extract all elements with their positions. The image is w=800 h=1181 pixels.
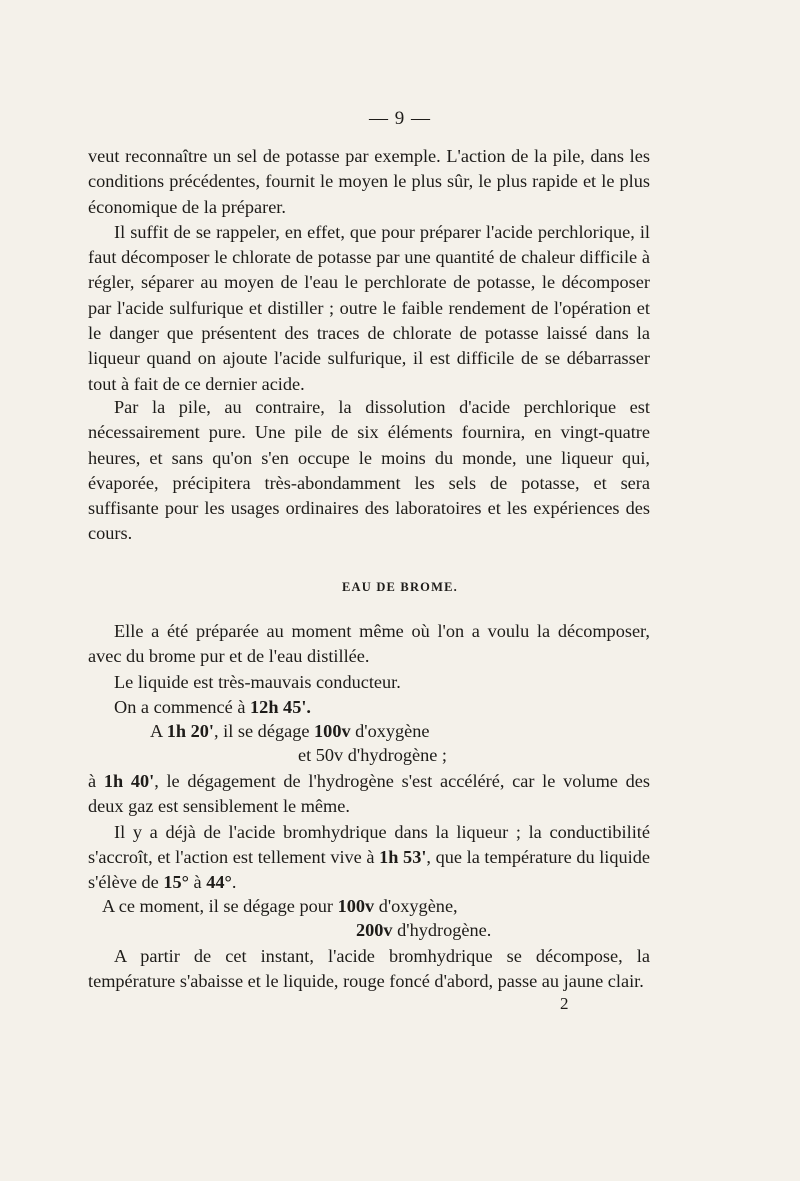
brome-l5-volume: 50v — [315, 745, 344, 765]
brome-p6-pre: à — [88, 771, 104, 791]
brome-l4-volume: 100v — [314, 721, 351, 741]
brome-l4-post: d'oxygène — [350, 721, 430, 741]
brome-paragraph-10: A partir de cet instant, l'acide bromhydrique se décompose, la température s'abaisse et le liquide, rouge foncé d'abord, passe au jaune clair. — [88, 946, 650, 992]
brome-l4-mid: , il se dégage — [214, 721, 315, 741]
section-heading: EAU DE BROME. — [342, 580, 458, 594]
brome-p7-a: à — [188, 872, 207, 893]
page-number: — 9 — — [369, 108, 431, 129]
text-block-brome-3 — [88, 944, 650, 995]
brome-p3-time: 12h 45'. — [250, 696, 311, 717]
brome-line-5 — [298, 745, 447, 766]
brome-line-8 — [102, 896, 458, 917]
brome-p7-temp-end: 44° — [206, 872, 232, 893]
text-block-top — [88, 144, 650, 397]
brome-p7-mid: , que la température du liquide s'élève de — [88, 846, 650, 893]
brome-l8-volume: 100v — [337, 896, 375, 916]
brome-p3-text: On a commencé à — [114, 696, 251, 717]
brome-p6-post: , le dégagement de l'hydrogène s'est accéléré, car le volume des deux gaz est sensiblement le même. — [88, 771, 650, 817]
signature-mark: 2 — [560, 994, 569, 1013]
brome-p7-pre: Il y a déjà de l'acide bromhydrique dans la liqueur ; la conductibilité s'accroît, et l'action est tellement vive à — [88, 821, 650, 867]
brome-l4-time: 1h 20' — [166, 721, 215, 741]
brome-paragraph-3 — [88, 695, 650, 720]
paragraph-2: Il suffit de se rappeler, en effet, que pour préparer l'acide perchlorique, il faut décomposer le chlorate de potasse par une quantité de chaleur difficile à régler, séparer au moyen de l'eau le perchlorate de potasse, le décomposer par l'acide sulfurique et distiller ; outre le faible rendement de l'opération et le danger que présentent des traces de chlorate de potasse laissé dans la liqueur quand on ajoute l'acide sulfurique, il est difficile de se débarrasser tout à fait de ce dernier acide. — [88, 221, 650, 394]
brome-p7-time: 1h 53' — [379, 846, 427, 867]
brome-line-9 — [356, 920, 491, 941]
brome-l9-post: d'hydrogène. — [392, 920, 492, 940]
brome-l9-volume: 200v — [356, 920, 393, 940]
brome-l5-post: d'hydrogène ; — [343, 745, 448, 765]
brome-l8-pre: A ce moment, il se dégage pour — [102, 896, 338, 916]
brome-paragraph-2: Le liquide est très-mauvais conducteur. — [114, 671, 401, 692]
text-block-brome-2 — [88, 769, 650, 895]
brome-paragraph-7 — [88, 820, 650, 896]
text-block-brome — [88, 619, 650, 720]
paragraph-pile: Par la pile, au contraire, la dissolution d'acide perchlorique est nécessairement pure. Une pile de six éléments fournira, en vingt-quatre heures, et sans qu'on s'en occupe le moins du monde, une liqueur qui, évaporée, précipitera très-abondamment les sels de potasse, et sera suffisante pour les usages ordinaires des laboratoires et les expériences des cours. — [88, 397, 650, 544]
brome-paragraph-1: Elle a été préparée au moment même où l'on a voulu la décomposer, avec du brome pur et de l'eau distillée. — [88, 621, 650, 667]
brome-l4-pre: A — [150, 721, 167, 741]
brome-l8-post: d'oxygène, — [374, 896, 458, 916]
paragraph-1: veut reconnaître un sel de potasse par exemple. L'action de la pile, dans les conditions précédentes, fournit le moyen le plus sûr, le plus rapide et le plus économique de la préparer. — [88, 146, 650, 217]
brome-line-4 — [150, 721, 430, 742]
brome-p6-time: 1h 40' — [103, 771, 155, 791]
text-block-pile — [88, 395, 650, 547]
brome-p7-end: . — [231, 872, 237, 893]
brome-paragraph-6 — [88, 769, 650, 820]
brome-p7-temp-start: 15° — [163, 872, 189, 893]
brome-l5-pre: et — [298, 745, 316, 765]
